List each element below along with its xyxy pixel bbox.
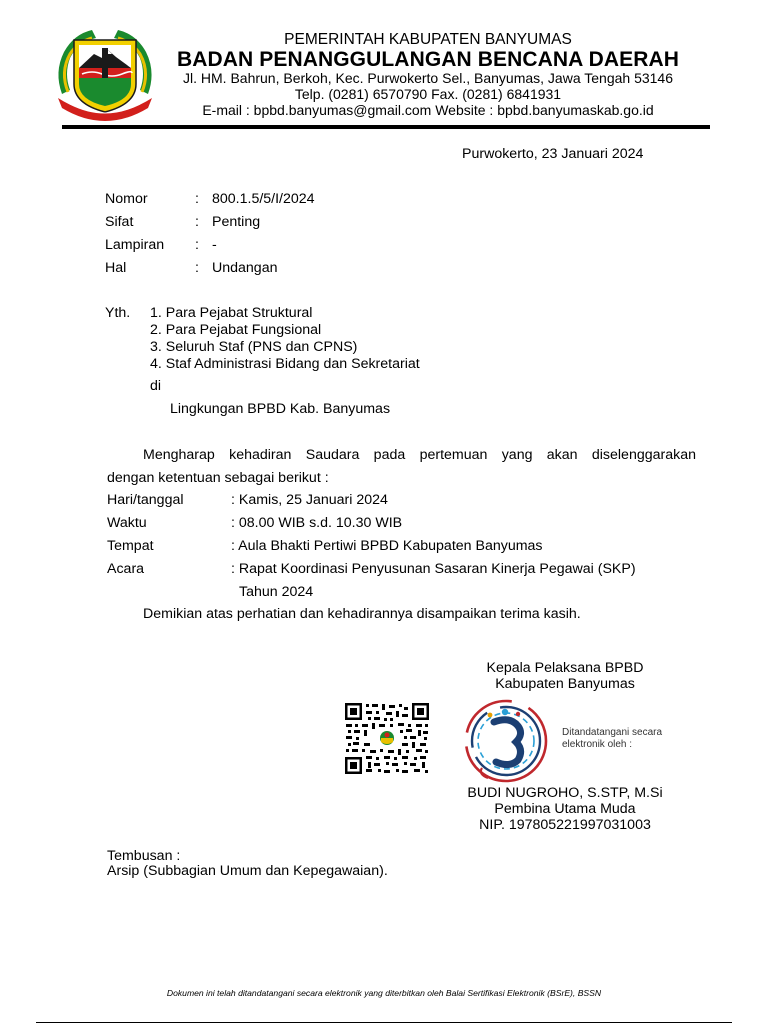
recipient-item: 1. Para Pejabat Struktural: [150, 305, 313, 321]
recipient-item: 4. Staf Administrasi Bidang dan Sekretariat: [150, 356, 420, 372]
meta-label-hal: Hal: [105, 260, 127, 276]
recipient-di: di: [150, 378, 162, 394]
meta-sep-nomor: :: [195, 191, 199, 207]
cc-heading: Tembusan :: [107, 848, 181, 864]
meta-sep-hal: :: [195, 260, 199, 276]
qr-code-icon: [344, 702, 430, 775]
letterhead-address: Jl. HM. Bahrun, Berkoh, Kec. Purwokerto Sel., Banyumas, Jawa Tengah 53146: [183, 70, 673, 86]
footer-note: Dokumen ini telah ditandatangani secara elektronik yang diterbitkan oleh Balai Sertifikasi Elektronik (BSrE), BSSN: [166, 988, 602, 998]
detail-value-event-cont: Tahun 2024: [239, 584, 314, 600]
signer-position-line1: Kepala Pelaksana BPBD: [486, 660, 644, 676]
detail-value-event: : Rapat Koordinasi Penyusunan Sasaran Kinerja Pegawai (SKP): [231, 561, 636, 577]
letterhead-government: PEMERINTAH KABUPATEN BANYUMAS: [284, 31, 572, 48]
detail-label-place: Tempat: [107, 538, 154, 554]
body-closing: Demikian atas perhatian dan kehadirannya disampaikan terima kasih.: [143, 606, 581, 622]
detail-value-place: : Aula Bhakti Pertiwi BPBD Kabupaten Banyumas: [231, 538, 543, 554]
letterhead-phone: Telp. (0281) 6570790 Fax. (0281) 6841931: [294, 86, 562, 102]
letterhead-divider: [62, 125, 710, 129]
body-intro-line1: Mengharap kehadiran Saudara pada pertemuan yang akan diselenggarakan: [143, 447, 696, 463]
signer-name: BUDI NUGROHO, S.STP, M.Si: [467, 785, 663, 801]
letter-date: Purwokerto, 23 Januari 2024: [462, 146, 644, 162]
detail-value-time: : 08.00 WIB s.d. 10.30 WIB: [231, 515, 403, 531]
signer-rank: Pembina Utama Muda: [494, 801, 636, 817]
detail-label-time: Waktu: [107, 515, 147, 531]
footer-divider: [36, 1022, 732, 1023]
meta-sep-lampiran: :: [195, 237, 199, 253]
meta-value-lampiran: -: [212, 237, 217, 253]
signer-nip: NIP. 197805221997031003: [479, 817, 651, 833]
detail-label-day: Hari/tanggal: [107, 492, 184, 508]
signer-position-line2: Kabupaten Banyumas: [495, 676, 635, 692]
letterhead-agency: BADAN PENANGGULANGAN BENCANA DAERAH: [176, 48, 680, 71]
recipient-location: Lingkungan BPBD Kab. Banyumas: [170, 401, 391, 417]
cc-item: Arsip (Subbagian Umum dan Kepegawaian).: [107, 863, 388, 879]
meta-value-hal: Undangan: [212, 260, 278, 276]
meta-value-nomor: 800.1.5/5/I/2024: [212, 191, 315, 207]
body-intro-line2: dengan ketentuan sebagai berikut :: [107, 470, 329, 486]
esign-note-line2: elektronik oleh :: [562, 739, 633, 750]
recipient-item: 2. Para Pejabat Fungsional: [150, 322, 322, 338]
meta-label-nomor: Nomor: [105, 191, 148, 207]
meta-label-lampiran: Lampiran: [105, 237, 165, 253]
letterhead-logo: [52, 24, 158, 128]
esign-note-line1: Ditandatangani secara: [562, 727, 663, 738]
recipient-item: 3. Seluruh Staf (PNS dan CPNS): [150, 339, 358, 355]
bsre-seal-icon: [458, 698, 554, 784]
letterhead-contact: E-mail : bpbd.banyumas@gmail.com Website : bpbd.banyumaskab.go.id: [202, 102, 654, 118]
meta-sep-sifat: :: [195, 214, 199, 230]
recipient-prefix: Yth.: [105, 305, 131, 321]
bsre-seal: [458, 698, 554, 784]
detail-label-event: Acara: [107, 561, 145, 577]
qr-code: [344, 702, 430, 775]
detail-value-day: : Kamis, 25 Januari 2024: [231, 492, 388, 508]
meta-value-sifat: Penting: [212, 214, 261, 230]
meta-label-sifat: Sifat: [105, 214, 134, 230]
banyumas-regency-emblem-icon: [52, 24, 158, 128]
